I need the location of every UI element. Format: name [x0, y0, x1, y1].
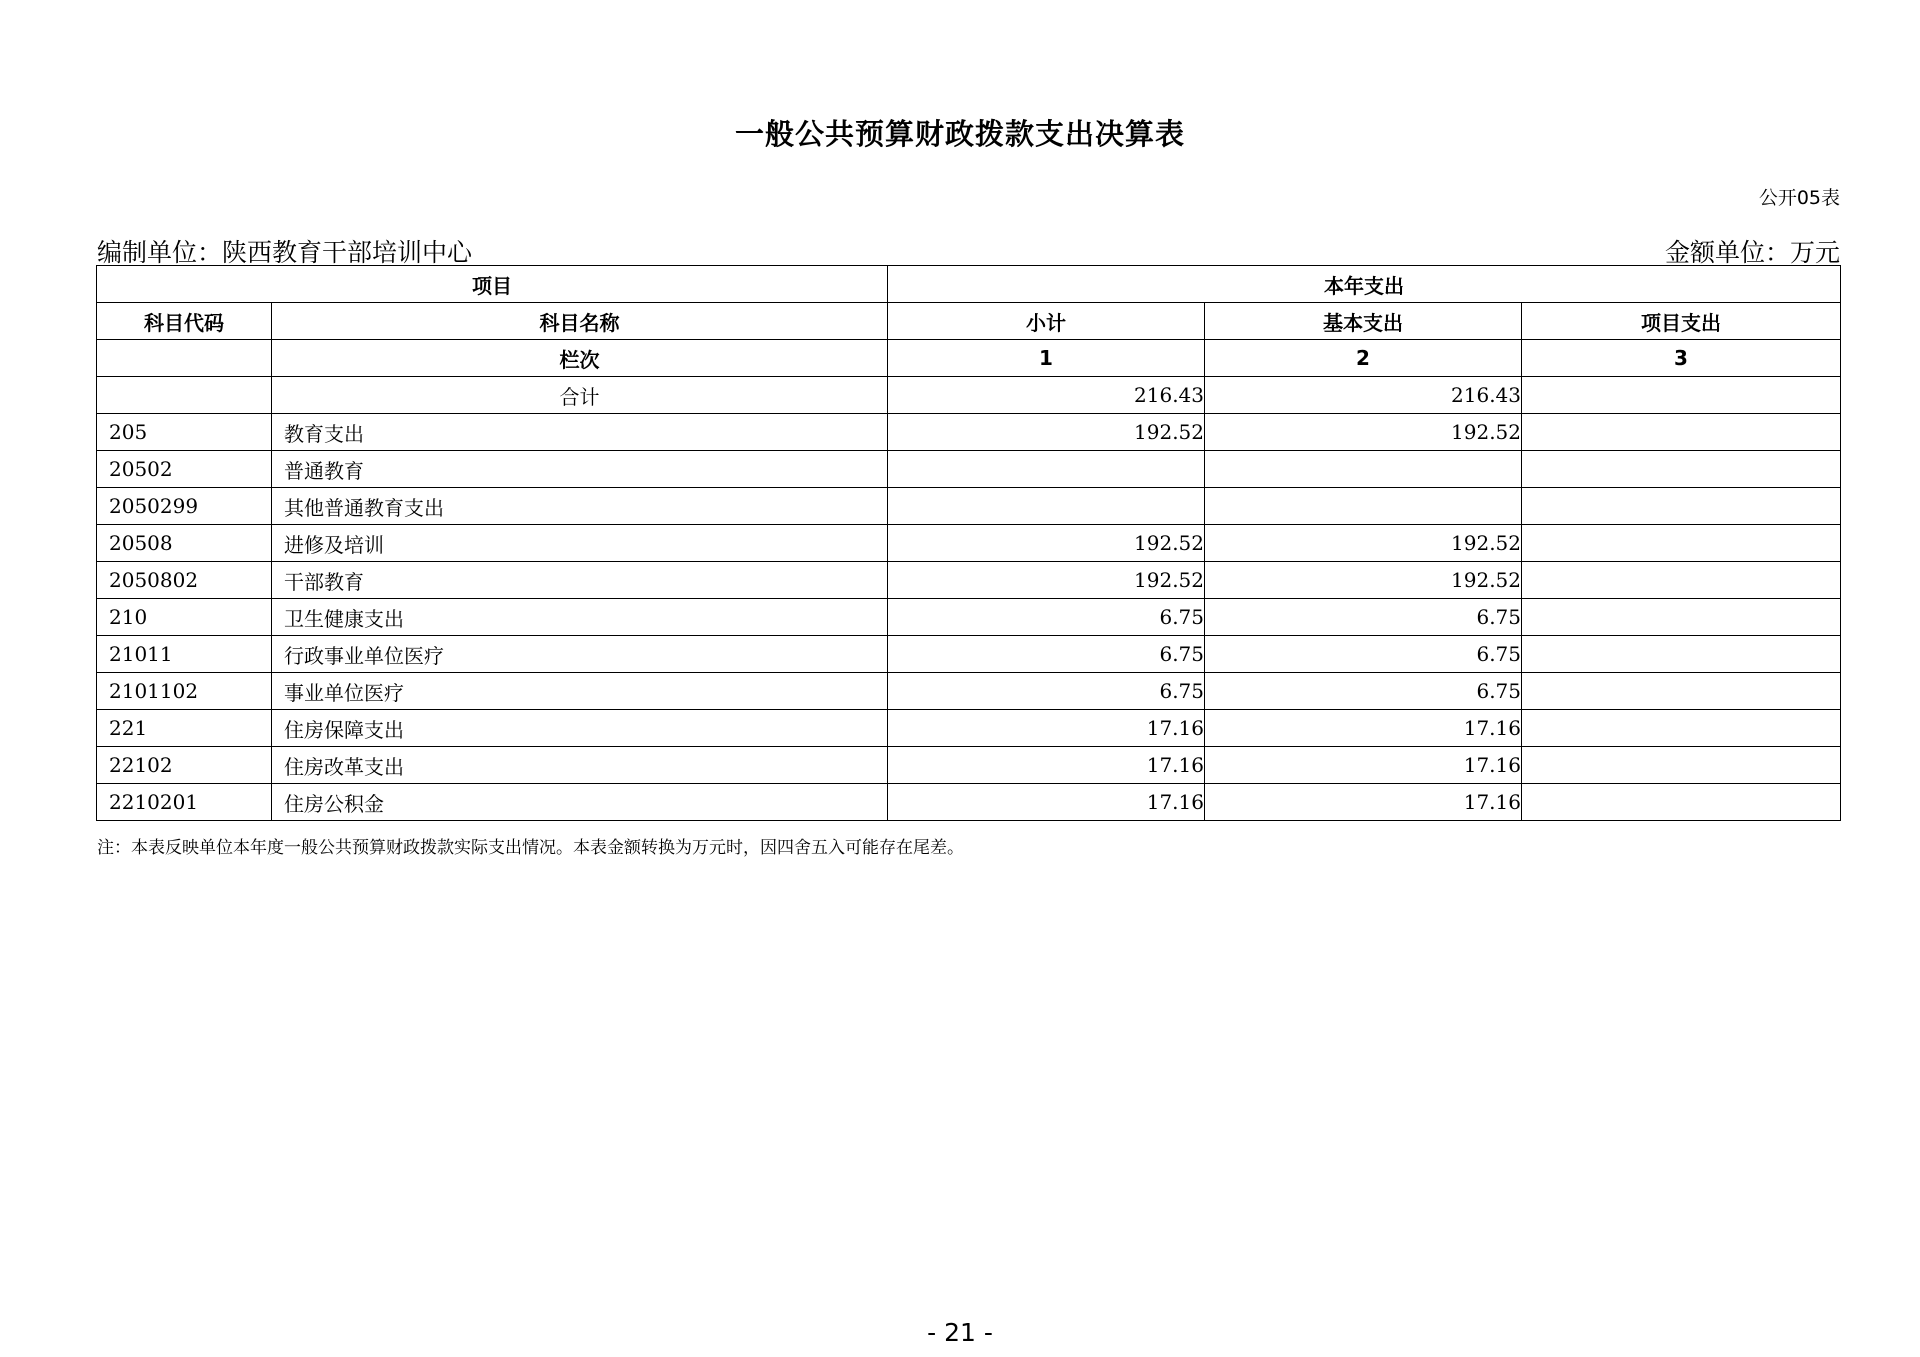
- table-row: [97, 710, 1841, 747]
- table-row: [97, 636, 1841, 673]
- row-name: 普通教育: [272, 451, 888, 488]
- table-row: [97, 414, 1841, 451]
- row-project: [1522, 599, 1841, 636]
- header-subtotal: 小计: [888, 303, 1205, 340]
- row-name: 住房保障支出: [272, 710, 888, 747]
- org-label: 编制单位：陕西教育干部培训中心: [97, 238, 473, 267]
- header-row-1: [97, 266, 1841, 303]
- header-name: 科目名称: [272, 303, 888, 340]
- page-number: - 21 -: [927, 1318, 993, 1347]
- header-current-year-expense: 本年支出: [888, 266, 1841, 303]
- row-basic: 192.52: [1205, 414, 1522, 451]
- row-subtotal: 192.52: [888, 414, 1205, 451]
- form-number: 公开05表: [1758, 187, 1840, 209]
- header-code: 科目代码: [97, 303, 272, 340]
- column-number-3: 3: [1522, 340, 1841, 377]
- row-name: 事业单位医疗: [272, 673, 888, 710]
- row-code: 205: [97, 414, 272, 451]
- row-name: 住房公积金: [272, 784, 888, 821]
- column-number-label: 栏次: [272, 340, 888, 377]
- row-subtotal: 6.75: [888, 636, 1205, 673]
- row-code: 2050802: [97, 562, 272, 599]
- row-basic: 192.52: [1205, 562, 1522, 599]
- row-subtotal: 192.52: [888, 525, 1205, 562]
- row-subtotal: 17.16: [888, 784, 1205, 821]
- header-project-expense: 项目支出: [1522, 303, 1841, 340]
- row-name: 其他普通教育支出: [272, 488, 888, 525]
- column-number-empty: [97, 340, 272, 377]
- row-project: [1522, 414, 1841, 451]
- expense-table: [96, 265, 1841, 821]
- row-code: 2210201: [97, 784, 272, 821]
- table-row: [97, 488, 1841, 525]
- row-basic: 6.75: [1205, 673, 1522, 710]
- total-basic: 216.43: [1205, 377, 1522, 414]
- column-number-2: 2: [1205, 340, 1522, 377]
- column-number-1: 1: [888, 340, 1205, 377]
- table-row: [97, 525, 1841, 562]
- row-project: [1522, 784, 1841, 821]
- row-basic: [1205, 488, 1522, 525]
- row-name: 进修及培训: [272, 525, 888, 562]
- row-project: [1522, 710, 1841, 747]
- row-basic: 6.75: [1205, 599, 1522, 636]
- row-project: [1522, 747, 1841, 784]
- row-basic: [1205, 451, 1522, 488]
- header-row-2: [97, 303, 1841, 340]
- row-name: 教育支出: [272, 414, 888, 451]
- header-basic: 基本支出: [1205, 303, 1522, 340]
- row-basic: 17.16: [1205, 710, 1522, 747]
- row-code: 21011: [97, 636, 272, 673]
- row-subtotal: 6.75: [888, 673, 1205, 710]
- row-subtotal: [888, 451, 1205, 488]
- total-subtotal: 216.43: [888, 377, 1205, 414]
- row-subtotal: 6.75: [888, 599, 1205, 636]
- table-row: [97, 747, 1841, 784]
- row-name: 卫生健康支出: [272, 599, 888, 636]
- table-row: [97, 562, 1841, 599]
- row-subtotal: 192.52: [888, 562, 1205, 599]
- row-basic: 192.52: [1205, 525, 1522, 562]
- row-code: 20502: [97, 451, 272, 488]
- table-row: [97, 451, 1841, 488]
- row-code: 2101102: [97, 673, 272, 710]
- row-project: [1522, 451, 1841, 488]
- table-row: [97, 784, 1841, 821]
- row-project: [1522, 636, 1841, 673]
- row-name: 行政事业单位医疗: [272, 636, 888, 673]
- row-project: [1522, 673, 1841, 710]
- table-note: 注：本表反映单位本年度一般公共预算财政拨款实际支出情况。本表金额转换为万元时，因四舍五入可能存在尾差。: [97, 838, 964, 858]
- row-project: [1522, 488, 1841, 525]
- row-code: 2050299: [97, 488, 272, 525]
- row-code: 221: [97, 710, 272, 747]
- row-name: 住房改革支出: [272, 747, 888, 784]
- row-project: [1522, 525, 1841, 562]
- row-project: [1522, 562, 1841, 599]
- row-code: 22102: [97, 747, 272, 784]
- row-code: 210: [97, 599, 272, 636]
- row-basic: 17.16: [1205, 747, 1522, 784]
- row-basic: 17.16: [1205, 784, 1522, 821]
- header-project: 项目: [97, 266, 888, 303]
- row-subtotal: 17.16: [888, 710, 1205, 747]
- total-project: [1522, 377, 1841, 414]
- column-number-row: [97, 340, 1841, 377]
- row-name: 干部教育: [272, 562, 888, 599]
- row-code: 20508: [97, 525, 272, 562]
- row-basic: 6.75: [1205, 636, 1522, 673]
- unit-label: 金额单位：万元: [1664, 238, 1840, 267]
- total-code: [97, 377, 272, 414]
- page-title: 一般公共预算财政拨款支出决算表: [734, 117, 1185, 151]
- table-row: [97, 673, 1841, 710]
- table-row: [97, 599, 1841, 636]
- total-label: 合计: [272, 377, 888, 414]
- row-subtotal: 17.16: [888, 747, 1205, 784]
- row-subtotal: [888, 488, 1205, 525]
- total-row: [97, 377, 1841, 414]
